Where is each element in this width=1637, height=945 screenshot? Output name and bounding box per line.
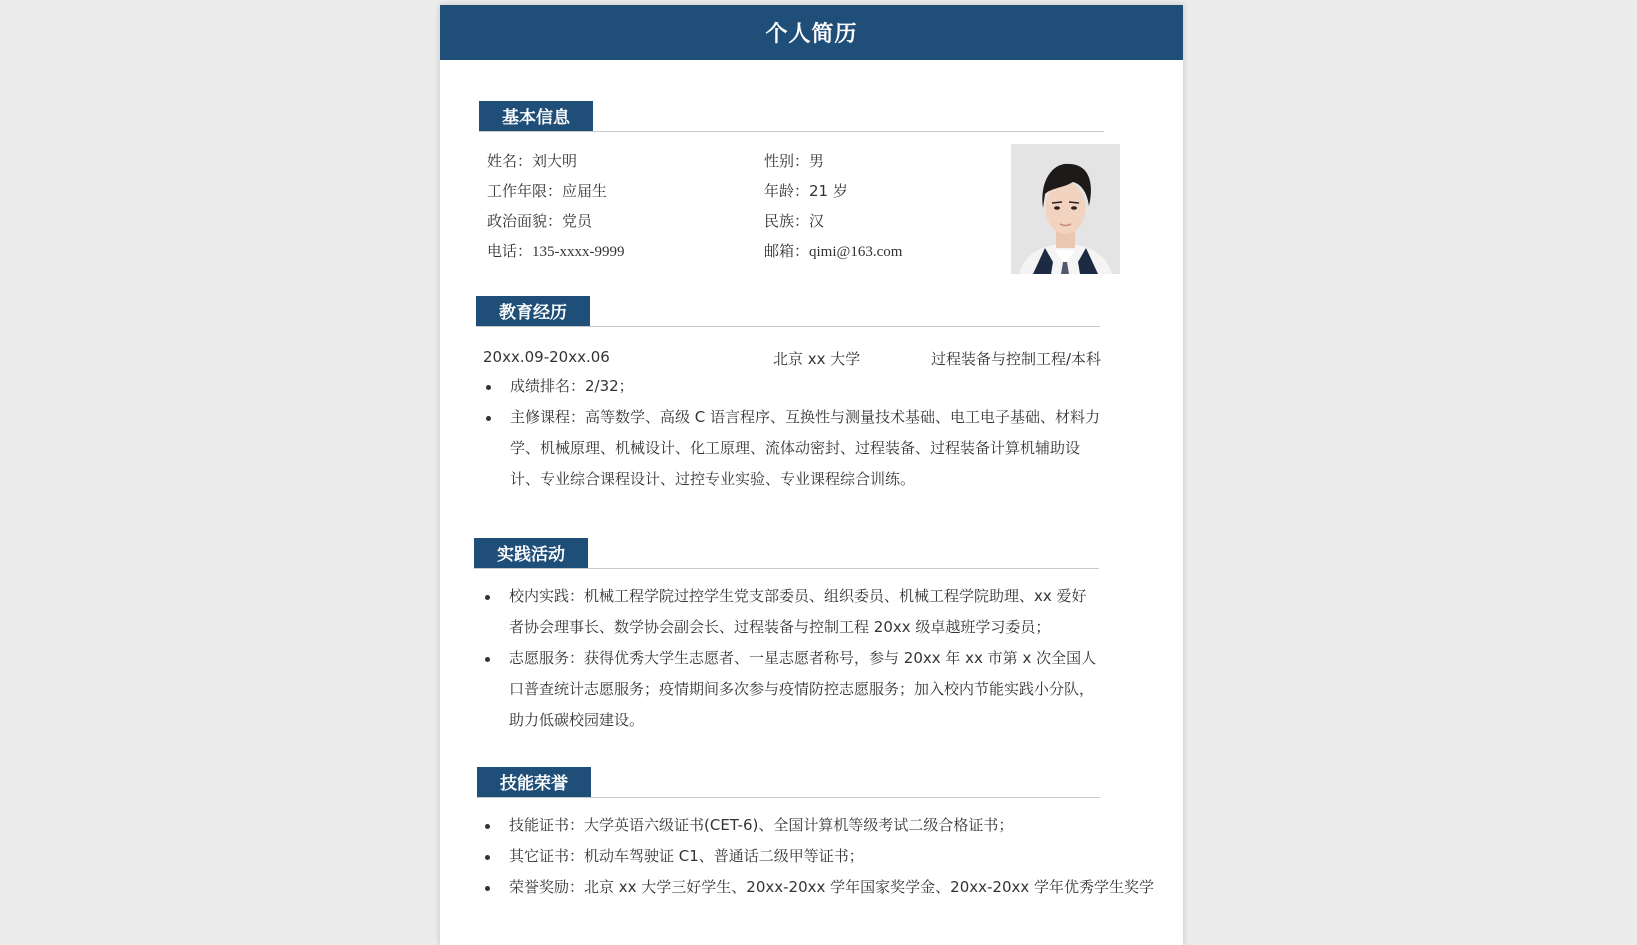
resume-header xyxy=(440,5,1183,60)
education-title: 教育经历 xyxy=(476,296,590,326)
practice-volunteer: 志愿服务：获得优秀大学生志愿者、一星志愿者称号，参与 20xx 年 xx 市第 x 次全国人口普查统计志愿服务；疫情期间多次参与疫情防控志愿服务；加入校内节能实践小分队，助力低碳校园建设。 xyxy=(509,649,1097,729)
political-status-label: 政治面貌： xyxy=(487,212,563,230)
profile-photo xyxy=(1011,144,1120,274)
resume-title: 个人简历 xyxy=(765,22,858,47)
work-years-label: 工作年限： xyxy=(487,182,563,200)
list-item xyxy=(481,581,1101,643)
political-status-value: 党员 xyxy=(562,212,593,230)
age-field xyxy=(764,182,848,200)
practice-campus: 校内实践：机械工程学院过控学生党支部委员、组织委员、机械工程学院助理、xx 爱好者协会理事长、数学协会副会长、过程装备与控制工程 20xx 级卓越班学习委员； xyxy=(509,587,1087,636)
ethnicity-value: 汉 xyxy=(809,212,825,230)
education-list xyxy=(482,371,1102,495)
ethnicity-field xyxy=(764,212,824,230)
basic-info-title: 基本信息 xyxy=(479,101,593,131)
practice-title: 实践活动 xyxy=(474,538,588,568)
bullet-dot-icon xyxy=(485,855,490,860)
work-years-value: 应届生 xyxy=(562,182,608,200)
skills-list xyxy=(481,810,1155,903)
profile-photo-image xyxy=(1011,144,1120,274)
email-label: 邮箱： xyxy=(764,242,810,260)
email-value: qimi@163.com xyxy=(809,244,903,260)
skills-other-certificates: 其它证书：机动车驾驶证 C1、普通话二级甲等证书； xyxy=(509,847,864,865)
list-item xyxy=(481,643,1101,736)
name-value: 刘大明 xyxy=(532,152,578,170)
skills-title: 技能荣誉 xyxy=(477,767,591,797)
practice-list xyxy=(481,581,1101,736)
work-years-field xyxy=(487,182,607,200)
phone-value: 135-xxxx-9999 xyxy=(532,244,625,260)
gender-label: 性别： xyxy=(764,152,810,170)
political-status-field xyxy=(487,212,592,230)
bullet-dot-icon xyxy=(485,886,490,891)
education-header xyxy=(476,296,1100,327)
education-ranking: 成绩排名：2/32； xyxy=(510,377,634,395)
name-label: 姓名： xyxy=(487,152,533,170)
resume-page xyxy=(440,5,1183,945)
education-school: 北京 xx 大学 xyxy=(773,350,861,368)
education-major: 过程装备与控制工程/本科 xyxy=(931,350,1102,368)
education-period: 20xx.09-20xx.06 xyxy=(483,348,610,366)
basic-info-header xyxy=(479,101,1104,132)
skills-honors: 荣誉奖励：北京 xx 大学三好学生、20xx-20xx 学年国家奖学金、20xx-20xx 学年优秀学生奖学 xyxy=(509,878,1155,896)
gender-field xyxy=(764,152,824,170)
list-item xyxy=(481,810,1111,841)
age-label: 年龄： xyxy=(764,182,810,200)
list-item xyxy=(482,402,1102,495)
skills-certificates: 技能证书：大学英语六级证书(CET-6)、全国计算机等级考试二级合格证书； xyxy=(509,816,1014,834)
list-item xyxy=(481,872,1155,903)
name-field xyxy=(487,152,577,170)
bullet-dot-icon xyxy=(485,657,490,662)
bullet-dot-icon xyxy=(485,595,490,600)
list-item xyxy=(482,371,1102,402)
phone-field xyxy=(487,242,625,261)
education-courses: 主修课程：高等数学、高级 C 语言程序、互换性与测量技术基础、电工电子基础、材料力学、机械原理、机械设计、化工原理、流体动密封、过程装备、过程装备计算机辅助设计、专业综合课程设计、过控专业实验、专业课程综合训练。 xyxy=(510,408,1101,488)
bullet-dot-icon xyxy=(486,416,491,421)
email-field xyxy=(764,242,902,261)
skills-header xyxy=(477,767,1100,798)
phone-label: 电话： xyxy=(487,242,533,260)
gender-value: 男 xyxy=(809,152,825,170)
ethnicity-label: 民族： xyxy=(764,212,810,230)
practice-header xyxy=(474,538,1099,569)
bullet-dot-icon xyxy=(485,824,490,829)
age-value: 21 岁 xyxy=(809,182,848,200)
list-item xyxy=(481,841,1111,872)
bullet-dot-icon xyxy=(486,385,491,390)
